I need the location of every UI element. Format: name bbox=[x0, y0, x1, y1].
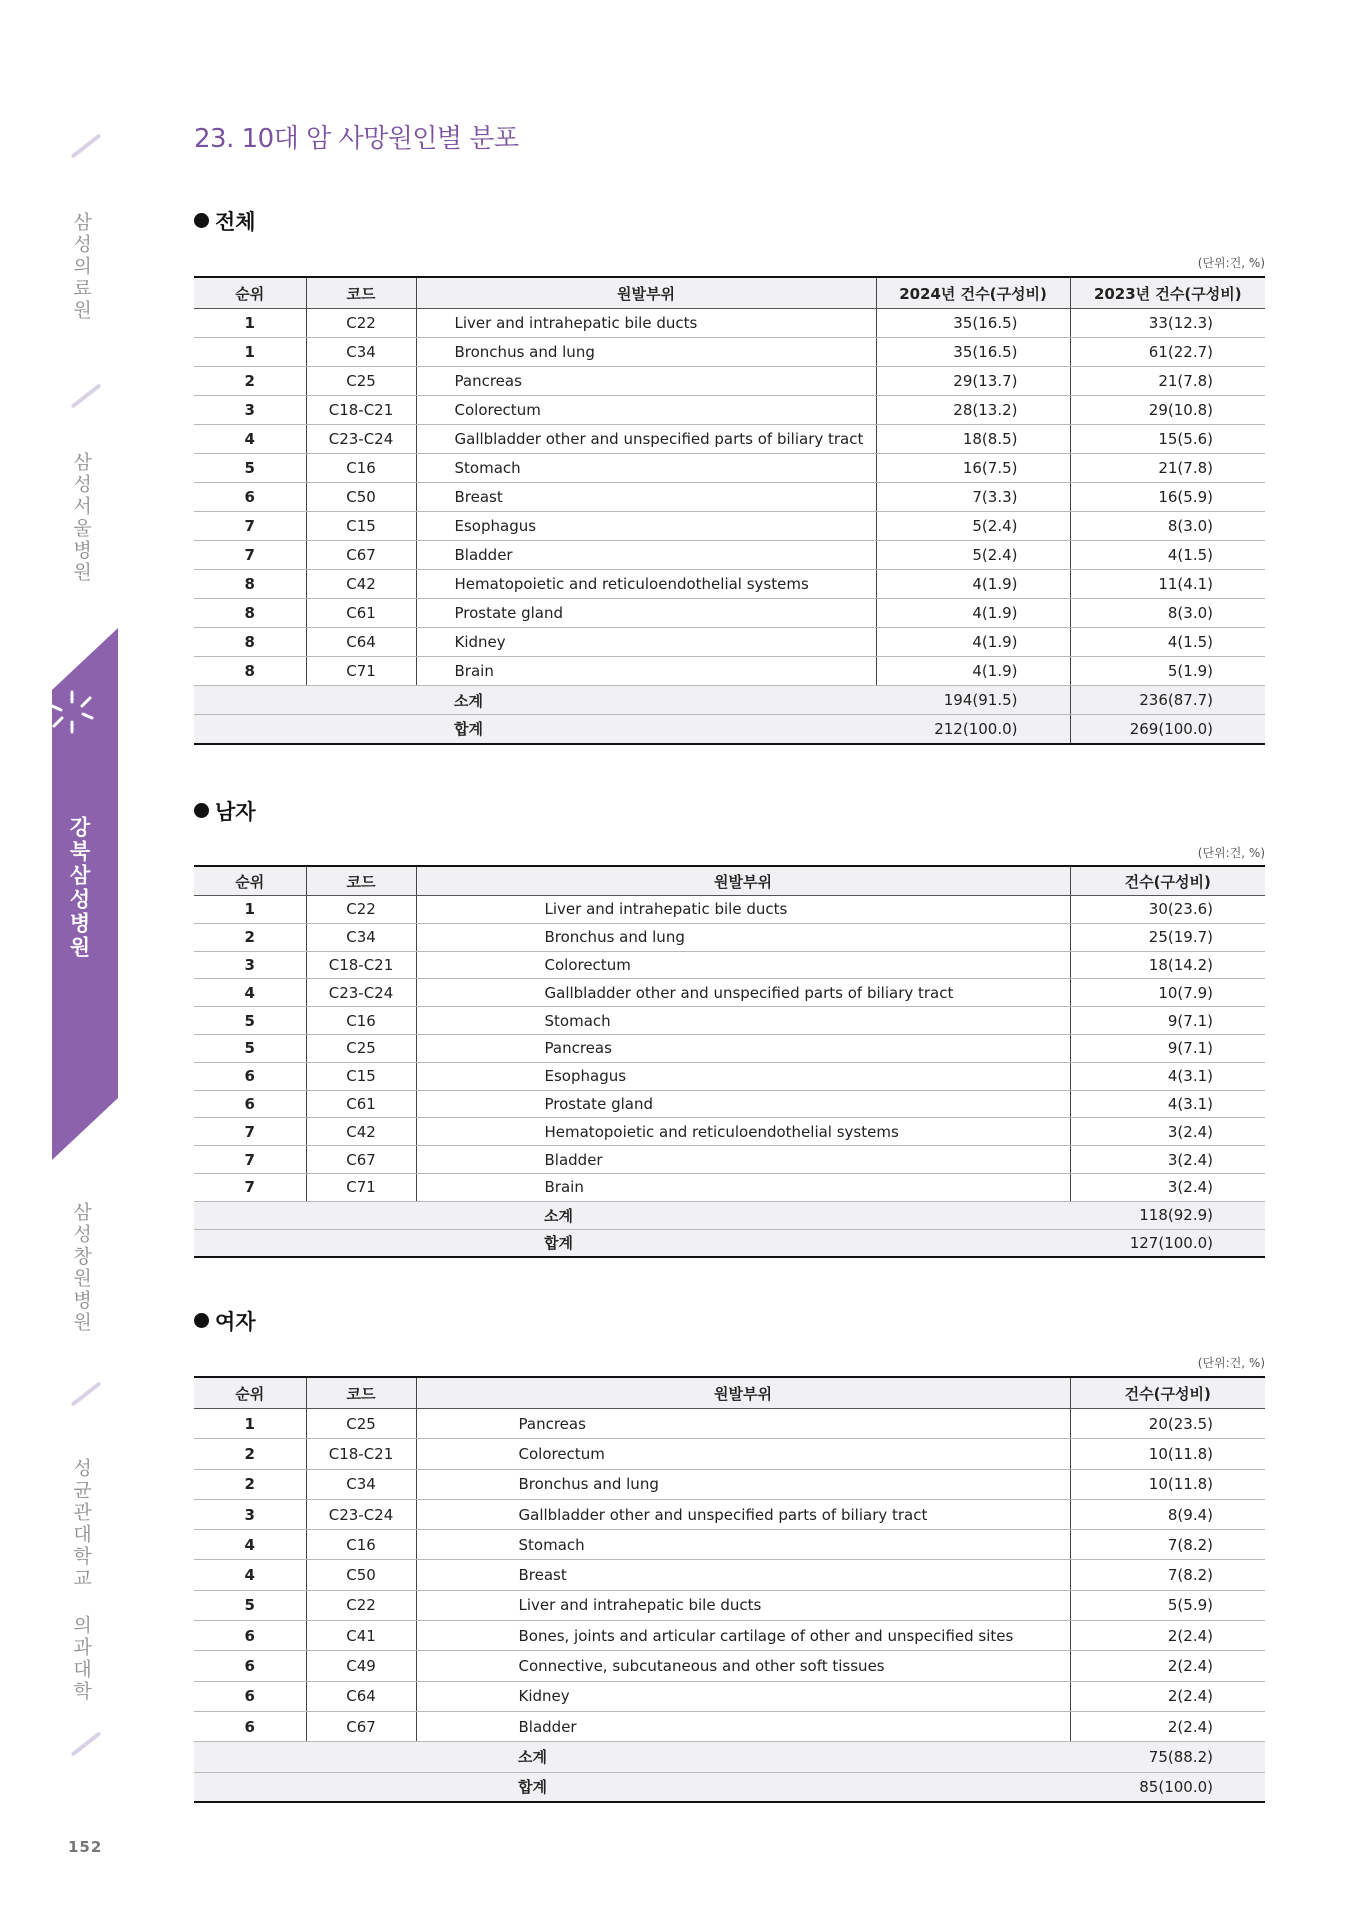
rank-cell: 1 bbox=[194, 896, 306, 924]
code-cell: C61 bbox=[306, 1090, 416, 1118]
table-row bbox=[194, 1146, 1265, 1174]
side-navigation bbox=[0, 0, 130, 1920]
site-cell: Pancreas bbox=[416, 1034, 1070, 1062]
code-cell: C16 bbox=[306, 1530, 416, 1560]
code-cell: C42 bbox=[306, 1118, 416, 1146]
rank-cell: 4 bbox=[194, 1530, 306, 1560]
subtotal-2023: 236(87.7) bbox=[1070, 686, 1265, 715]
code-cell: C67 bbox=[306, 1146, 416, 1174]
site-cell: Liver and intrahepatic bile ducts bbox=[416, 1590, 1070, 1620]
site-cell: Connective, subcutaneous and other soft tissues bbox=[416, 1651, 1070, 1681]
page-title: 23. 10대 암 사망원인별 분포 bbox=[194, 124, 519, 154]
subtotal-row bbox=[194, 686, 1265, 715]
grand-total-row bbox=[194, 1772, 1265, 1802]
count-cell: 9(7.1) bbox=[1070, 1034, 1265, 1062]
rank-cell: 2 bbox=[194, 1469, 306, 1499]
count-2023-cell: 33(12.3) bbox=[1070, 309, 1265, 338]
rank-cell: 4 bbox=[194, 1560, 306, 1590]
code-cell: C42 bbox=[306, 570, 416, 599]
grand-total-2024: 212(100.0) bbox=[876, 715, 1070, 744]
grand-total-row bbox=[194, 715, 1265, 744]
rank-cell: 3 bbox=[194, 951, 306, 979]
count-2023-cell: 5(1.9) bbox=[1070, 657, 1265, 686]
count-2023-cell: 15(5.6) bbox=[1070, 425, 1265, 454]
table-row bbox=[194, 1499, 1265, 1529]
nav-item-samsung-changwon[interactable]: 삼성창원병원 bbox=[70, 1202, 92, 1334]
rank-cell: 1 bbox=[194, 309, 306, 338]
count-cell: 4(3.1) bbox=[1070, 1090, 1265, 1118]
table-row bbox=[194, 1530, 1265, 1560]
subtotal-label: 소계 bbox=[416, 686, 876, 715]
site-cell: Breast bbox=[416, 483, 876, 512]
count-2023-cell: 8(3.0) bbox=[1070, 512, 1265, 541]
rank-cell: 4 bbox=[194, 979, 306, 1007]
site-cell: Hematopoietic and reticuloendothelial systems bbox=[416, 1118, 1070, 1146]
code-cell: C67 bbox=[306, 541, 416, 570]
count-cell: 18(14.2) bbox=[1070, 951, 1265, 979]
grand-total-label: 합계 bbox=[416, 715, 876, 744]
col-site: 원발부위 bbox=[416, 277, 876, 309]
site-cell: Gallbladder other and unspecified parts of biliary tract bbox=[416, 425, 876, 454]
count-cell: 4(1.9) bbox=[876, 628, 1070, 657]
count-2023-cell: 8(3.0) bbox=[1070, 599, 1265, 628]
grand-total-2023: 269(100.0) bbox=[1070, 715, 1265, 744]
count-cell: 2(2.4) bbox=[1070, 1651, 1265, 1681]
col-code: 코드 bbox=[306, 1377, 416, 1409]
count-cell: 4(1.9) bbox=[876, 599, 1070, 628]
count-cell: 35(16.5) bbox=[876, 338, 1070, 367]
table-row bbox=[194, 309, 1265, 338]
table-row bbox=[194, 1090, 1265, 1118]
count-cell: 28(13.2) bbox=[876, 396, 1070, 425]
count-cell: 7(8.2) bbox=[1070, 1560, 1265, 1590]
code-cell: C15 bbox=[306, 1062, 416, 1090]
count-2023-cell: 61(22.7) bbox=[1070, 338, 1265, 367]
table-row bbox=[194, 1034, 1265, 1062]
table-row bbox=[194, 628, 1265, 657]
site-cell: Bladder bbox=[416, 541, 876, 570]
count-cell: 3(2.4) bbox=[1070, 1118, 1265, 1146]
site-cell: Colorectum bbox=[416, 951, 1070, 979]
nav-item-samsung-medical[interactable]: 삼성의료원 bbox=[70, 212, 92, 322]
site-cell: Bronchus and lung bbox=[416, 923, 1070, 951]
col-site: 원발부위 bbox=[416, 866, 1070, 896]
subtotal-value: 75(88.2) bbox=[1070, 1742, 1265, 1772]
code-cell: C64 bbox=[306, 628, 416, 657]
site-cell: Gallbladder other and unspecified parts of biliary tract bbox=[416, 979, 1070, 1007]
table-row bbox=[194, 951, 1265, 979]
table-row bbox=[194, 1621, 1265, 1651]
grand-total-row bbox=[194, 1229, 1265, 1257]
site-cell: Bronchus and lung bbox=[416, 338, 876, 367]
sparkle-icon bbox=[50, 690, 94, 734]
rank-cell: 6 bbox=[194, 1711, 306, 1741]
count-2023-cell: 29(10.8) bbox=[1070, 396, 1265, 425]
section-title-female: 여자 bbox=[194, 1306, 256, 1336]
code-cell: C15 bbox=[306, 512, 416, 541]
nav-item-skku-medicine[interactable]: 성균관대학교 의과대학 bbox=[70, 1458, 92, 1703]
rank-cell: 7 bbox=[194, 1173, 306, 1201]
count-2023-cell: 21(7.8) bbox=[1070, 454, 1265, 483]
site-cell: Pancreas bbox=[416, 367, 876, 396]
site-cell: Esophagus bbox=[416, 512, 876, 541]
rank-cell: 8 bbox=[194, 570, 306, 599]
code-cell: C71 bbox=[306, 1173, 416, 1201]
code-cell: C22 bbox=[306, 309, 416, 338]
site-cell: Liver and intrahepatic bile ducts bbox=[416, 309, 876, 338]
code-cell: C22 bbox=[306, 896, 416, 924]
site-cell: Breast bbox=[416, 1560, 1070, 1590]
col-code: 코드 bbox=[306, 866, 416, 896]
rank-cell: 8 bbox=[194, 657, 306, 686]
count-cell: 29(13.7) bbox=[876, 367, 1070, 396]
rank-cell: 6 bbox=[194, 483, 306, 512]
site-cell: Colorectum bbox=[416, 1439, 1070, 1469]
table-row bbox=[194, 338, 1265, 367]
site-cell: Hematopoietic and reticuloendothelial systems bbox=[416, 570, 876, 599]
count-cell: 10(11.8) bbox=[1070, 1439, 1265, 1469]
bullet-icon bbox=[194, 213, 209, 228]
site-cell: Gallbladder other and unspecified parts of biliary tract bbox=[416, 1499, 1070, 1529]
col-count: 건수(구성비) bbox=[1070, 1377, 1265, 1409]
count-cell: 30(23.6) bbox=[1070, 896, 1265, 924]
count-cell: 2(2.4) bbox=[1070, 1711, 1265, 1741]
table-row bbox=[194, 1007, 1265, 1035]
site-cell: Prostate gland bbox=[416, 599, 876, 628]
rank-cell: 7 bbox=[194, 1146, 306, 1174]
table-row bbox=[194, 599, 1265, 628]
unit-label: (단위:건, %) bbox=[1197, 846, 1265, 860]
bullet-icon bbox=[194, 1313, 209, 1328]
site-cell: Prostate gland bbox=[416, 1090, 1070, 1118]
rank-cell: 8 bbox=[194, 628, 306, 657]
count-2023-cell: 16(5.9) bbox=[1070, 483, 1265, 512]
count-cell: 5(5.9) bbox=[1070, 1590, 1265, 1620]
site-cell: Esophagus bbox=[416, 1062, 1070, 1090]
col-rank: 순위 bbox=[194, 277, 306, 309]
rank-cell: 4 bbox=[194, 425, 306, 454]
site-cell: Stomach bbox=[416, 1530, 1070, 1560]
count-cell: 10(11.8) bbox=[1070, 1469, 1265, 1499]
table-female bbox=[194, 1376, 1265, 1803]
site-cell: Kidney bbox=[416, 628, 876, 657]
code-cell: C67 bbox=[306, 1711, 416, 1741]
count-cell: 3(2.4) bbox=[1070, 1146, 1265, 1174]
unit-label: (단위:건, %) bbox=[1197, 256, 1265, 270]
code-cell: C16 bbox=[306, 454, 416, 483]
site-cell: Bronchus and lung bbox=[416, 1469, 1070, 1499]
count-cell: 25(19.7) bbox=[1070, 923, 1265, 951]
subtotal-label: 소계 bbox=[416, 1742, 1070, 1772]
count-cell: 2(2.4) bbox=[1070, 1681, 1265, 1711]
table-row bbox=[194, 425, 1265, 454]
subtotal-row bbox=[194, 1201, 1265, 1229]
code-cell: C18-C21 bbox=[306, 1439, 416, 1469]
rank-cell: 5 bbox=[194, 1590, 306, 1620]
grand-total-value: 127(100.0) bbox=[1070, 1229, 1265, 1257]
table-row bbox=[194, 1409, 1265, 1439]
table-row bbox=[194, 1118, 1265, 1146]
rank-cell: 8 bbox=[194, 599, 306, 628]
divider-slash bbox=[71, 1731, 102, 1756]
subtotal-2024: 194(91.5) bbox=[876, 686, 1070, 715]
table-row bbox=[194, 1711, 1265, 1741]
code-cell: C34 bbox=[306, 338, 416, 367]
code-cell: C18-C21 bbox=[306, 951, 416, 979]
subtotal-value: 118(92.9) bbox=[1070, 1201, 1265, 1229]
site-cell: Stomach bbox=[416, 454, 876, 483]
rank-cell: 7 bbox=[194, 1118, 306, 1146]
unit-label: (단위:건, %) bbox=[1197, 1356, 1265, 1370]
grand-total-label: 합계 bbox=[416, 1229, 1070, 1257]
count-cell: 5(2.4) bbox=[876, 541, 1070, 570]
site-cell: Kidney bbox=[416, 1681, 1070, 1711]
rank-cell: 6 bbox=[194, 1651, 306, 1681]
table-total bbox=[194, 276, 1265, 745]
count-2023-cell: 11(4.1) bbox=[1070, 570, 1265, 599]
site-cell: Colorectum bbox=[416, 396, 876, 425]
rank-cell: 6 bbox=[194, 1681, 306, 1711]
code-cell: C23-C24 bbox=[306, 1499, 416, 1529]
site-cell: Bones, joints and articular cartilage of other and unspecified sites bbox=[416, 1621, 1070, 1651]
rank-cell: 5 bbox=[194, 1034, 306, 1062]
code-cell: C50 bbox=[306, 483, 416, 512]
count-cell: 4(1.9) bbox=[876, 570, 1070, 599]
table-row bbox=[194, 454, 1265, 483]
code-cell: C18-C21 bbox=[306, 396, 416, 425]
site-cell: Pancreas bbox=[416, 1409, 1070, 1439]
rank-cell: 6 bbox=[194, 1090, 306, 1118]
count-cell: 18(8.5) bbox=[876, 425, 1070, 454]
section-title-male: 남자 bbox=[194, 796, 256, 826]
col-rank: 순위 bbox=[194, 1377, 306, 1409]
table-row bbox=[194, 1062, 1265, 1090]
table-row bbox=[194, 1173, 1265, 1201]
count-cell: 9(7.1) bbox=[1070, 1007, 1265, 1035]
rank-cell: 5 bbox=[194, 454, 306, 483]
count-cell: 3(2.4) bbox=[1070, 1173, 1265, 1201]
bullet-icon bbox=[194, 803, 209, 818]
rank-cell: 2 bbox=[194, 367, 306, 396]
count-2023-cell: 4(1.5) bbox=[1070, 628, 1265, 657]
table-row bbox=[194, 1681, 1265, 1711]
count-cell: 4(1.9) bbox=[876, 657, 1070, 686]
site-cell: Stomach bbox=[416, 1007, 1070, 1035]
code-cell: C49 bbox=[306, 1651, 416, 1681]
count-cell: 8(9.4) bbox=[1070, 1499, 1265, 1529]
rank-cell: 3 bbox=[194, 396, 306, 425]
site-cell: Bladder bbox=[416, 1711, 1070, 1741]
count-cell: 7(8.2) bbox=[1070, 1530, 1265, 1560]
code-cell: C25 bbox=[306, 367, 416, 396]
table-row bbox=[194, 483, 1265, 512]
site-cell: Bladder bbox=[416, 1146, 1070, 1174]
section-title-total: 전체 bbox=[194, 206, 256, 236]
col-code: 코드 bbox=[306, 277, 416, 309]
grand-total-label: 합계 bbox=[416, 1772, 1070, 1802]
code-cell: C16 bbox=[306, 1007, 416, 1035]
nav-item-samsung-seoul[interactable]: 삼성서울병원 bbox=[70, 452, 92, 584]
code-cell: C22 bbox=[306, 1590, 416, 1620]
code-cell: C23-C24 bbox=[306, 979, 416, 1007]
rank-cell: 2 bbox=[194, 1439, 306, 1469]
page-number: 152 bbox=[68, 1838, 103, 1856]
code-cell: C34 bbox=[306, 923, 416, 951]
rank-cell: 7 bbox=[194, 541, 306, 570]
col-rank: 순위 bbox=[194, 866, 306, 896]
count-cell: 5(2.4) bbox=[876, 512, 1070, 541]
count-cell: 10(7.9) bbox=[1070, 979, 1265, 1007]
table-row bbox=[194, 657, 1265, 686]
subtotal-row bbox=[194, 1742, 1265, 1772]
rank-cell: 1 bbox=[194, 338, 306, 367]
count-cell: 2(2.4) bbox=[1070, 1621, 1265, 1651]
count-cell: 7(3.3) bbox=[876, 483, 1070, 512]
table-row bbox=[194, 896, 1265, 924]
code-cell: C25 bbox=[306, 1034, 416, 1062]
table-row bbox=[194, 570, 1265, 599]
table-row bbox=[194, 923, 1265, 951]
code-cell: C41 bbox=[306, 1621, 416, 1651]
col-count: 건수(구성비) bbox=[1070, 866, 1265, 896]
table-row bbox=[194, 367, 1265, 396]
rank-cell: 3 bbox=[194, 1499, 306, 1529]
col-2024: 2024년 건수(구성비) bbox=[876, 277, 1070, 309]
code-cell: C34 bbox=[306, 1469, 416, 1499]
table-row bbox=[194, 1469, 1265, 1499]
rank-cell: 7 bbox=[194, 512, 306, 541]
rank-cell: 2 bbox=[194, 923, 306, 951]
code-cell: C71 bbox=[306, 657, 416, 686]
count-cell: 35(16.5) bbox=[876, 309, 1070, 338]
table-row bbox=[194, 1439, 1265, 1469]
table-row bbox=[194, 541, 1265, 570]
col-2023: 2023년 건수(구성비) bbox=[1070, 277, 1265, 309]
divider-slash bbox=[71, 1381, 102, 1406]
rank-cell: 1 bbox=[194, 1409, 306, 1439]
table-row bbox=[194, 396, 1265, 425]
count-cell: 4(3.1) bbox=[1070, 1062, 1265, 1090]
table-row bbox=[194, 979, 1265, 1007]
col-site: 원발부위 bbox=[416, 1377, 1070, 1409]
table-row bbox=[194, 1651, 1265, 1681]
site-cell: Brain bbox=[416, 657, 876, 686]
code-cell: C23-C24 bbox=[306, 425, 416, 454]
count-cell: 16(7.5) bbox=[876, 454, 1070, 483]
nav-item-kangbuk-samsung[interactable]: 강북삼성병원 bbox=[67, 816, 91, 960]
table-male bbox=[194, 865, 1265, 1258]
table-row bbox=[194, 1590, 1265, 1620]
count-2023-cell: 4(1.5) bbox=[1070, 541, 1265, 570]
table-row bbox=[194, 512, 1265, 541]
table-row bbox=[194, 1560, 1265, 1590]
count-2023-cell: 21(7.8) bbox=[1070, 367, 1265, 396]
count-cell: 20(23.5) bbox=[1070, 1409, 1265, 1439]
code-cell: C50 bbox=[306, 1560, 416, 1590]
site-cell: Liver and intrahepatic bile ducts bbox=[416, 896, 1070, 924]
site-cell: Brain bbox=[416, 1173, 1070, 1201]
rank-cell: 6 bbox=[194, 1621, 306, 1651]
grand-total-value: 85(100.0) bbox=[1070, 1772, 1265, 1802]
code-cell: C25 bbox=[306, 1409, 416, 1439]
rank-cell: 5 bbox=[194, 1007, 306, 1035]
code-cell: C64 bbox=[306, 1681, 416, 1711]
rank-cell: 6 bbox=[194, 1062, 306, 1090]
divider-slash bbox=[71, 383, 102, 408]
divider-slash bbox=[71, 133, 102, 158]
subtotal-label: 소계 bbox=[416, 1201, 1070, 1229]
code-cell: C61 bbox=[306, 599, 416, 628]
